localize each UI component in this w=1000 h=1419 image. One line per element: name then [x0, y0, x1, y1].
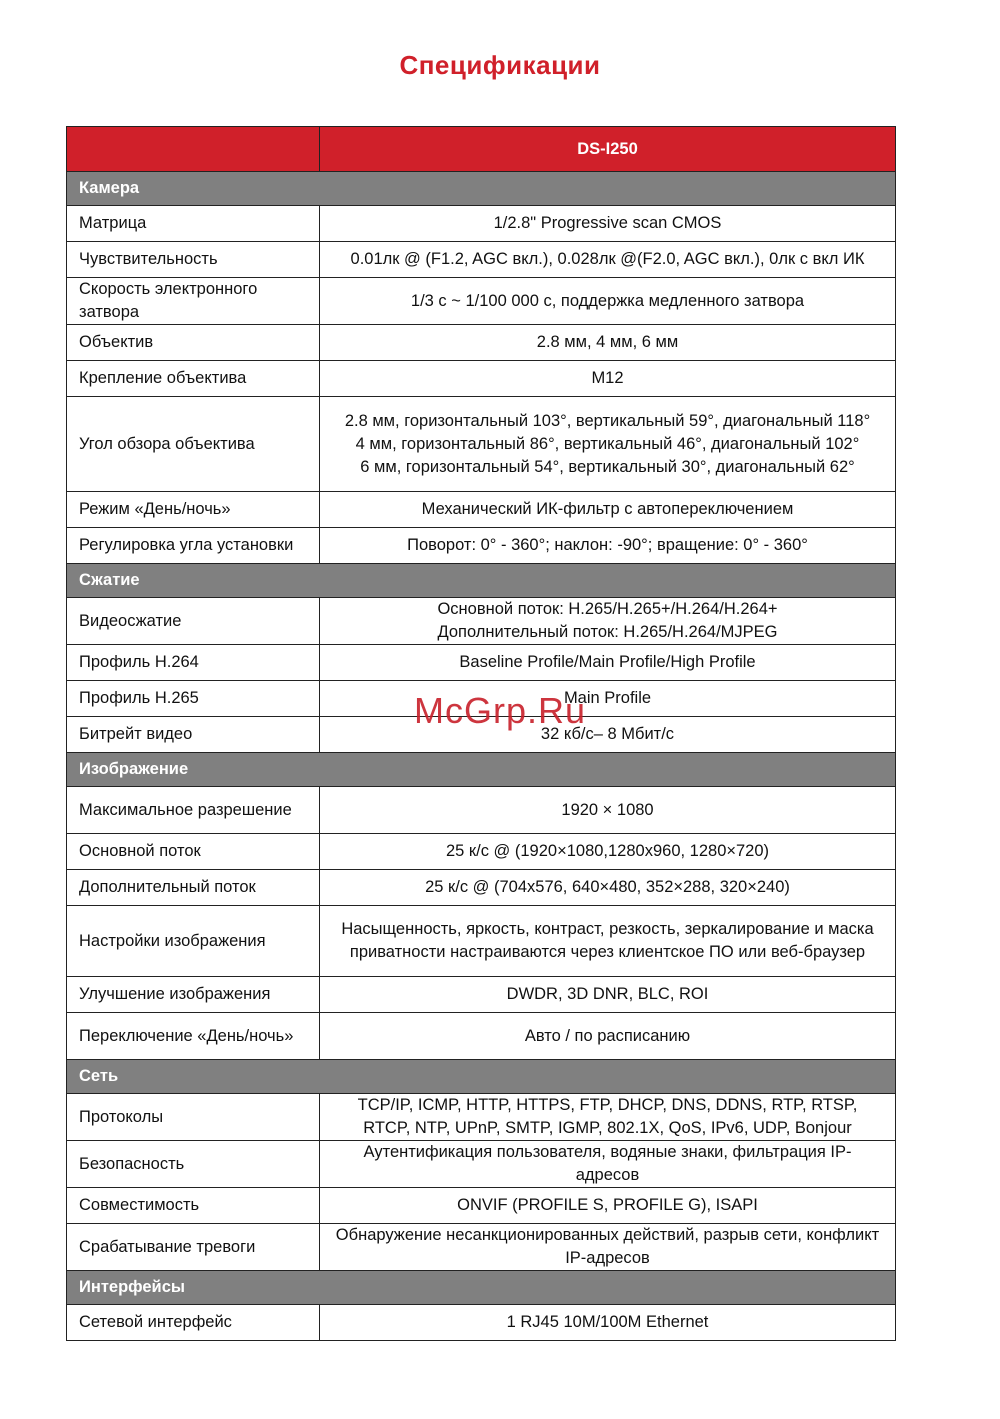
spec-label: Дополнительный поток: [67, 870, 320, 906]
spec-value: [320, 397, 896, 492]
spec-label: Настройки изображения: [67, 906, 320, 977]
spec-value-line: Авто / по расписанию: [524, 1026, 691, 1045]
spec-label: Объектив: [67, 325, 320, 361]
spec-value-line: M12: [591, 369, 624, 387]
spec-value-line: TCP/IP, ICMP, HTTP, HTTPS, FTP, DHCP, DNS, DDNS, RTP, RTSP, RTCP, NTP, UPnP, SMTP, IGMP, 802.1X, QoS, IPv6, UDP, Bonjour: [357, 1096, 858, 1137]
spec-value-line: 2.8 мм, 4 мм, 6 мм: [536, 333, 679, 351]
spec-value: [320, 492, 896, 528]
spec-value: [320, 206, 896, 242]
spec-value: [320, 598, 896, 645]
spec-value-line: ONVIF (PROFILE S, PROFILE G), ISAPI: [457, 1196, 758, 1214]
table-row: [67, 1188, 896, 1224]
spec-value: [320, 1224, 896, 1271]
spec-value: [320, 977, 896, 1013]
page-title: Спецификации: [399, 50, 601, 80]
table-row: [67, 1141, 896, 1188]
spec-value: [320, 325, 896, 361]
table-row: [67, 1224, 896, 1271]
table-row: [67, 1094, 896, 1141]
spec-label: Регулировка угла установки: [67, 528, 320, 564]
watermark: McGrp.Ru: [413, 690, 587, 731]
section-title: Изображение: [67, 753, 896, 787]
table-row: [67, 242, 896, 278]
spec-label: Сетевой интерфейс: [67, 1305, 320, 1341]
table-row: [67, 361, 896, 397]
section-header: [67, 1060, 896, 1094]
table-row: [67, 1305, 896, 1341]
spec-value-line: Аутентификация пользователя, водяные знаки, фильтрация IP-адресов: [363, 1143, 852, 1184]
spec-value: [320, 870, 896, 906]
spec-value: [320, 1013, 896, 1060]
spec-label: Максимальное разрешение: [67, 787, 320, 834]
section-header: [67, 753, 896, 787]
table-row: [67, 598, 896, 645]
spec-label: Профиль H.265: [67, 681, 320, 717]
spec-label: Срабатывание тревоги: [67, 1224, 320, 1271]
spec-value-line: 1 RJ45 10M/100M Ethernet: [506, 1313, 709, 1331]
model-name: DS-I250: [320, 127, 896, 172]
spec-label: Улучшение изображения: [67, 977, 320, 1013]
spec-value: [320, 1305, 896, 1341]
spec-value: [320, 906, 896, 977]
spec-value-line: 1920 × 1080: [561, 800, 654, 819]
section-header: [67, 564, 896, 598]
spec-value-line: 1/3 с ~ 1/100 000 с, поддержка медленного затвора: [410, 291, 805, 310]
spec-label: Скорость электронного затвора: [67, 278, 320, 325]
spec-value: [320, 242, 896, 278]
table-row: [67, 325, 896, 361]
spec-label: Крепление объектива: [67, 361, 320, 397]
table-row: [67, 906, 896, 977]
spec-value: [320, 1141, 896, 1188]
spec-value-line: Основной поток: H.265/H.265+/H.264/H.264+: [437, 600, 778, 618]
table-row: [67, 492, 896, 528]
spec-value-line: 2.8 мм, горизонтальный 103°, вертикальный 59°, диагональный 118°: [344, 411, 871, 430]
spec-value-line: Насыщенность, яркость, контраст, резкость, зеркалирование и маска приватности настраиваются через клиентское ПО или веб-браузер: [341, 920, 874, 961]
spec-label: Битрейт видео: [67, 717, 320, 753]
spec-label: Матрица: [67, 206, 320, 242]
spec-value-line: 25 к/с @ (1920×1080,1280x960, 1280×720): [445, 842, 770, 860]
spec-table-body: [67, 127, 896, 1341]
spec-label: Протоколы: [67, 1094, 320, 1141]
spec-label: Угол обзора объектива: [67, 397, 320, 492]
table-row: [67, 528, 896, 564]
spec-value-line: Поворот: 0° - 360°; наклон: -90°; вращение: 0° - 360°: [407, 536, 808, 554]
spec-value: [320, 834, 896, 870]
table-row: [67, 1013, 896, 1060]
spec-value-line: 0.01лк @ (F1.2, AGC вкл.), 0.028лк @(F2.0, AGC вкл.), 0лк с вкл ИК: [350, 250, 865, 268]
section-title: Сжатие: [67, 564, 896, 598]
spec-value-line: Baseline Profile/Main Profile/High Profile: [459, 653, 756, 671]
table-row: [67, 834, 896, 870]
spec-value-line: 1/2.8" Progressive scan CMOS: [493, 214, 722, 232]
section-title: Сеть: [67, 1060, 896, 1094]
spec-value: [320, 1094, 896, 1141]
section-title: Интерфейсы: [67, 1271, 896, 1305]
spec-value: [320, 278, 896, 325]
spec-label: Профиль H.264: [67, 645, 320, 681]
spec-label: Видеосжатие: [67, 598, 320, 645]
spec-table: [66, 126, 896, 1341]
spec-label: Безопасность: [67, 1141, 320, 1188]
table-row: [67, 977, 896, 1013]
table-row: [67, 278, 896, 325]
spec-value-line: Дополнительный поток: H.265/H.264/MJPEG: [437, 623, 778, 641]
spec-value-line: 6 мм, горизонтальный 54°, вертикальный 30°, диагональный 62°: [360, 457, 855, 476]
table-row: [67, 870, 896, 906]
spec-value-line: Main Profile: [563, 689, 652, 707]
spec-label: Режим «День/ночь»: [67, 492, 320, 528]
spec-value: [320, 645, 896, 681]
table-header-row: [67, 127, 896, 172]
spec-value-line: DWDR, 3D DNR, BLC, ROI: [506, 985, 709, 1003]
spec-value: [320, 528, 896, 564]
table-row: [67, 787, 896, 834]
table-row: [67, 397, 896, 492]
section-header: [67, 1271, 896, 1305]
spec-label: Чувствительность: [67, 242, 320, 278]
spec-label: Совместимость: [67, 1188, 320, 1224]
table-row: [67, 206, 896, 242]
table-row: [67, 645, 896, 681]
spec-value: [320, 787, 896, 834]
spec-value-line: Механический ИК-фильтр с автопереключением: [421, 500, 794, 518]
spec-value-line: 4 мм, горизонтальный 86°, вертикальный 46°, диагональный 102°: [355, 434, 860, 453]
spec-label: Основной поток: [67, 834, 320, 870]
spec-value-line: 25 к/с @ (704x576, 640×480, 352×288, 320×240): [425, 878, 790, 896]
spec-label: Переключение «День/ночь»: [67, 1013, 320, 1060]
section-header: [67, 172, 896, 206]
spec-value: [320, 361, 896, 397]
header-label-cell: [67, 127, 320, 172]
section-title: Камера: [67, 172, 896, 206]
spec-value-line: Обнаружение несанкционированных действий, разрыв сети, конфликт IP-адресов: [335, 1226, 880, 1267]
spec-value-line: 32 кб/с– 8 Мбит/с: [540, 725, 675, 743]
spec-value: [320, 1188, 896, 1224]
